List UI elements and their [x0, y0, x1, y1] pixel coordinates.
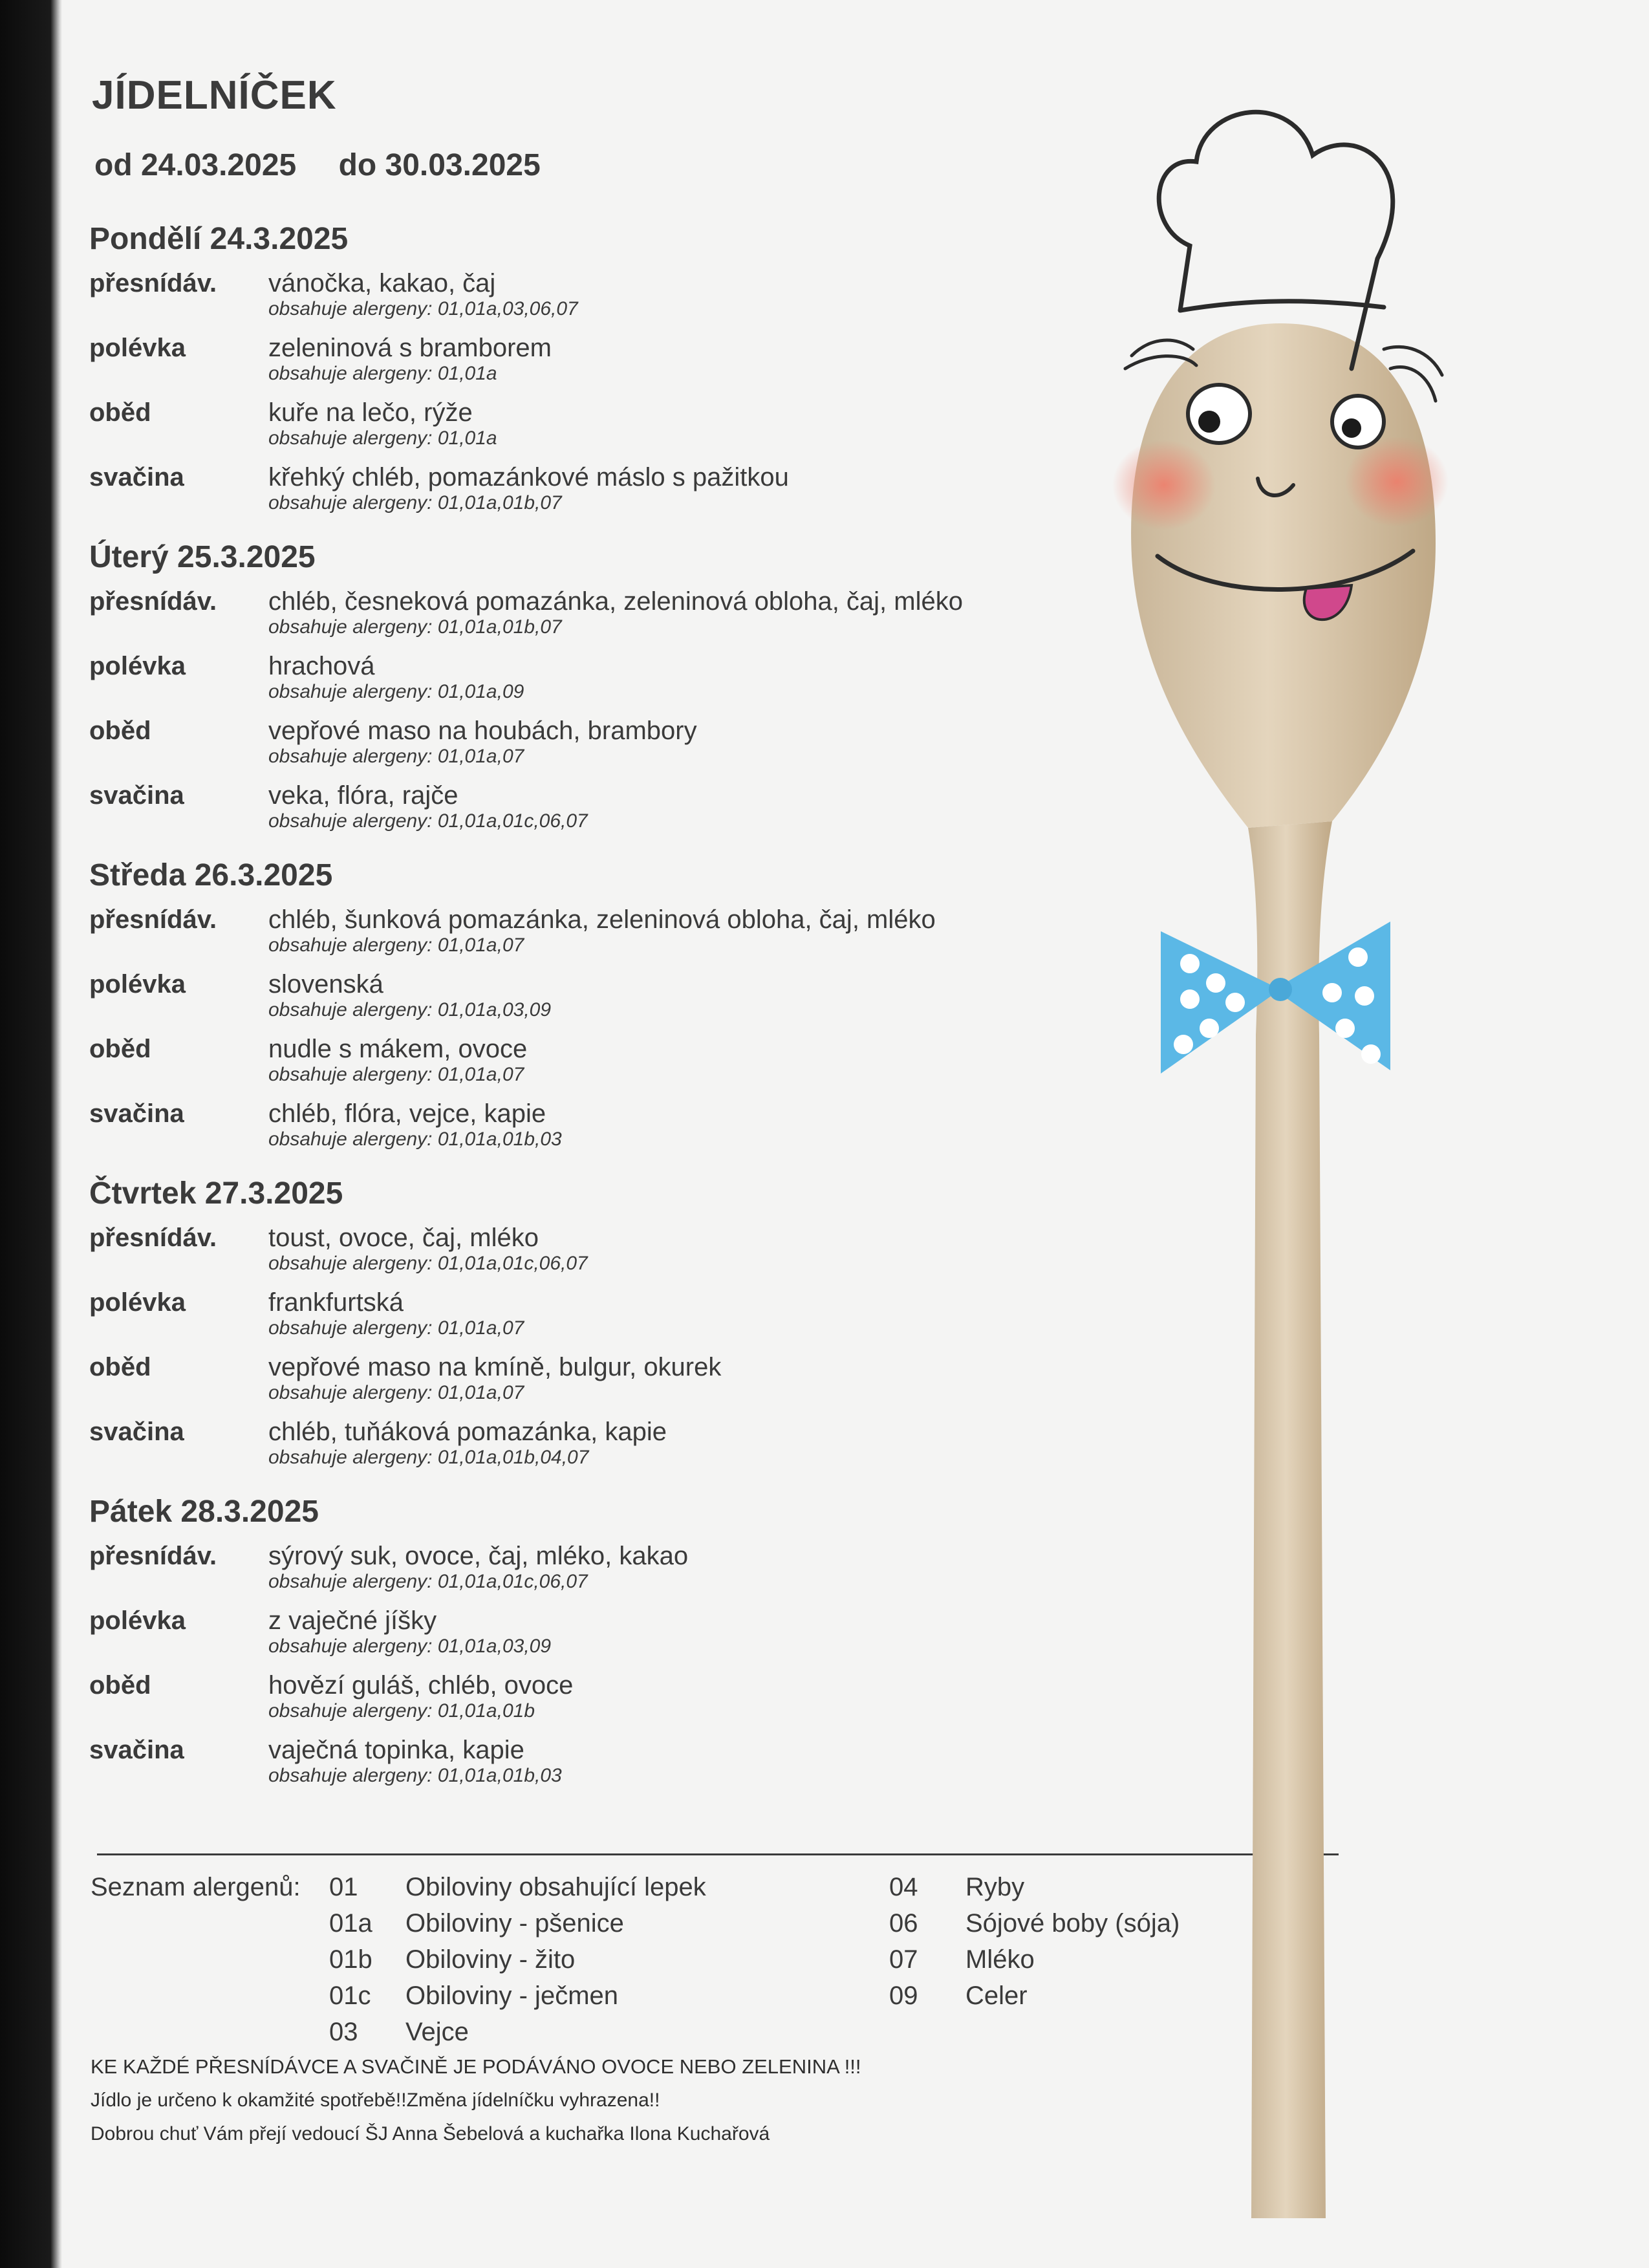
dish-name: hrachová [268, 652, 375, 680]
meal-label: svačina [89, 1736, 184, 1764]
meal-snack-afternoon [89, 1416, 1098, 1480]
day-title: Pondělí 24.3.2025 [89, 222, 349, 256]
dish-name: z vaječné jíšky [268, 1606, 437, 1635]
allergen-line: obsahuje alergeny: 01,01a,01b [268, 1700, 535, 1722]
allergen-line: obsahuje alergeny: 01,01a,09 [268, 681, 524, 702]
meal-label: přesnídáv. [89, 587, 217, 616]
meal-body [268, 904, 1098, 969]
allergen-code: 04 [889, 1873, 918, 1901]
allergen-line: obsahuje alergeny: 01,01a,03,09 [268, 999, 552, 1021]
meal-snack-morning [89, 1222, 1098, 1287]
meal-label: polévka [89, 970, 186, 999]
allergen-name: Obiloviny - žito [405, 1945, 576, 1974]
day-tuesday [89, 537, 1098, 843]
dish-name: kuře na lečo, rýže [268, 398, 473, 427]
dish-name: křehký chléb, pomazánkové máslo s pažitkou [268, 463, 789, 491]
meal-soup [89, 651, 1098, 715]
meal-body [268, 1605, 1098, 1670]
allergen-line: obsahuje alergeny: 01,01a,07 [268, 934, 524, 956]
meal-body [268, 1734, 1098, 1798]
allergen-line: obsahuje alergeny: 01,01a,07 [268, 1064, 524, 1085]
weekly-menu [89, 219, 1098, 1798]
meal-body [268, 715, 1098, 780]
allergen-item [329, 1869, 706, 1905]
meal-body [268, 1540, 1098, 1605]
meal-snack-morning [89, 1540, 1098, 1605]
allergen-line: obsahuje alergeny: 01,01a,07 [268, 1317, 524, 1339]
allergen-code: 01c [329, 1982, 371, 2010]
dish-name: vepřové maso na kmíně, bulgur, okurek [268, 1353, 722, 1381]
meal-label: přesnídáv. [89, 905, 217, 934]
meal-lunch [89, 1033, 1098, 1098]
meal-label: oběd [89, 1035, 151, 1063]
meal-lunch [89, 397, 1098, 462]
meal-label: oběd [89, 1671, 151, 1700]
consumption-note: Jídlo je určeno k okamžité spotřebě!!Změna jídelníčku vyhrazena!! [91, 2090, 660, 2111]
dish-name: hovězí guláš, chléb, ovoce [268, 1671, 574, 1700]
meal-label: svačina [89, 1099, 184, 1128]
allergen-code: 01 [329, 1873, 358, 1901]
meal-snack-afternoon [89, 1098, 1098, 1161]
dish-name: vánočka, kakao, čaj [268, 269, 496, 297]
meal-body [268, 1098, 1098, 1161]
meal-lunch [89, 1670, 1098, 1734]
meal-lunch [89, 715, 1098, 780]
spoon-bowl [1131, 323, 1436, 828]
day-monday [89, 219, 1098, 525]
dish-name: chléb, česneková pomazánka, zeleninová obloha, čaj, mléko [268, 587, 963, 616]
left-eye-icon [1188, 385, 1250, 443]
allergen-item [889, 1978, 1028, 2014]
meal-label: přesnídáv. [89, 1542, 217, 1570]
date-range [94, 147, 574, 183]
day-title: Pátek 28.3.2025 [89, 1495, 319, 1529]
allergen-item [329, 2014, 469, 2050]
allergen-line: obsahuje alergeny: 01,01a,01c,06,07 [268, 1253, 588, 1274]
allergen-code: 01b [329, 1945, 372, 1974]
allergen-line: obsahuje alergeny: 01,01a,01b,03 [268, 1129, 562, 1150]
dish-name: frankfurtská [268, 1288, 404, 1317]
footer-notes [91, 2050, 861, 2151]
meal-body [268, 1287, 1098, 1352]
meal-body [268, 462, 1098, 525]
day-title: Čtvrtek 27.3.2025 [89, 1176, 343, 1211]
day-wednesday [89, 855, 1098, 1161]
dish-name: zeleninová s bramborem [268, 334, 552, 362]
meal-label: oběd [89, 1353, 151, 1381]
meal-body [268, 1352, 1098, 1416]
fruit-note: KE KAŽDÉ PŘESNÍDÁVCE A SVAČINĚ JE PODÁVÁNO OVOCE NEBO ZELENINA !!! [91, 2055, 861, 2078]
dish-name: toust, ovoce, čaj, mléko [268, 1224, 539, 1252]
meal-label: přesnídáv. [89, 1224, 217, 1252]
meal-label: oběd [89, 717, 151, 745]
meal-snack-morning [89, 586, 1098, 651]
meal-body [268, 1670, 1098, 1734]
allergen-name: Vejce [405, 2018, 469, 2046]
allergen-name: Sójové boby (sója) [965, 1909, 1180, 1938]
allergen-line: obsahuje alergeny: 01,01a,01c,06,07 [268, 810, 588, 832]
meal-body [268, 268, 1098, 332]
allergen-line: obsahuje alergeny: 01,01a,01b,07 [268, 616, 562, 638]
allergen-name: Obiloviny - ječmen [405, 1982, 619, 2010]
meal-body [268, 1222, 1098, 1287]
allergen-line: obsahuje alergeny: 01,01a,01b,03 [268, 1765, 562, 1786]
allergen-line: obsahuje alergeny: 01,01a,01c,06,07 [268, 1571, 588, 1592]
dish-name: chléb, šunková pomazánka, zeleninová obloha, čaj, mléko [268, 905, 936, 934]
scan-edge [0, 0, 62, 2268]
allergen-item [889, 1869, 1024, 1905]
meal-body [268, 1416, 1098, 1480]
allergen-code: 09 [889, 1982, 918, 2010]
allergen-name: Mléko [965, 1945, 1035, 1974]
meal-label: svačina [89, 1418, 184, 1446]
meal-label: oběd [89, 398, 151, 427]
dish-name: sýrový suk, ovoce, čaj, mléko, kakao [268, 1542, 689, 1570]
dish-name: veka, flóra, rajče [268, 781, 458, 810]
meal-label: svačina [89, 463, 184, 491]
allergen-code: 06 [889, 1909, 918, 1938]
dish-name: chléb, tuňáková pomazánka, kapie [268, 1418, 667, 1446]
allergen-code: 01a [329, 1909, 372, 1938]
day-title: Úterý 25.3.2025 [89, 540, 316, 574]
dish-name: vaječná topinka, kapie [268, 1736, 524, 1764]
meal-body [268, 1033, 1098, 1098]
meal-label: přesnídáv. [89, 269, 217, 297]
meal-label: polévka [89, 652, 186, 680]
meal-soup [89, 969, 1098, 1033]
allergen-name: Celer [965, 1982, 1028, 2010]
meal-body [268, 651, 1098, 715]
left-cheek [1112, 440, 1216, 530]
chef-spoon-illustration [1086, 65, 1487, 2225]
meal-body [268, 332, 1098, 397]
allergen-line: obsahuje alergeny: 01,01a [268, 427, 497, 449]
dish-name: vepřové maso na houbách, brambory [268, 717, 697, 745]
allergen-code: 03 [329, 2018, 358, 2046]
meal-soup [89, 332, 1098, 397]
meal-snack-morning [89, 904, 1098, 969]
meal-lunch [89, 1352, 1098, 1416]
meal-snack-afternoon [89, 780, 1098, 843]
meal-label: polévka [89, 1288, 186, 1317]
allergen-name: Obiloviny - pšenice [405, 1909, 624, 1938]
allergen-name: Obiloviny obsahující lepek [405, 1873, 706, 1901]
allergen-line: obsahuje alergeny: 01,01a,03,06,07 [268, 298, 578, 319]
meal-snack-afternoon [89, 1734, 1098, 1798]
meal-body [268, 969, 1098, 1033]
date-to: do 30.03.2025 [338, 148, 541, 182]
meal-soup [89, 1605, 1098, 1670]
meal-label: svačina [89, 781, 184, 810]
meal-body [268, 397, 1098, 462]
allergen-line: obsahuje alergeny: 01,01a,01b,04,07 [268, 1447, 589, 1468]
allergen-line: obsahuje alergeny: 01,01a,07 [268, 746, 524, 767]
day-thursday [89, 1173, 1098, 1480]
dish-name: nudle s mákem, ovoce [268, 1035, 528, 1063]
page-title: JÍDELNÍČEK [92, 73, 337, 118]
right-cheek [1345, 437, 1449, 527]
spoon-handle [1248, 821, 1332, 2218]
allergen-line: obsahuje alergeny: 01,01a [268, 363, 497, 384]
allergen-item [889, 1941, 1035, 1978]
allergen-code: 07 [889, 1945, 918, 1974]
allergen-line: obsahuje alergeny: 01,01a,01b,07 [268, 492, 562, 513]
dish-name: chléb, flóra, vejce, kapie [268, 1099, 546, 1128]
allergen-item [329, 1978, 618, 2014]
meal-label: polévka [89, 1606, 186, 1635]
meal-body [268, 780, 1098, 843]
meal-soup [89, 1287, 1098, 1352]
meal-snack-afternoon [89, 462, 1098, 525]
allergen-item [329, 1905, 624, 1941]
greeting-note: Dobrou chuť Vám přejí vedoucí ŠJ Anna Šebelová a kuchařka Ilona Kuchařová [91, 2123, 770, 2144]
day-title: Středa 26.3.2025 [89, 858, 333, 892]
meal-label: polévka [89, 334, 186, 362]
date-from: od 24.03.2025 [94, 148, 297, 182]
meal-body [268, 586, 1098, 651]
meal-snack-morning [89, 268, 1098, 332]
dish-name: slovenská [268, 970, 383, 999]
allergen-item [329, 1941, 575, 1978]
allergen-line: obsahuje alergeny: 01,01a,07 [268, 1382, 524, 1403]
allergen-line: obsahuje alergeny: 01,01a,03,09 [268, 1636, 552, 1657]
allergen-name: Ryby [965, 1873, 1025, 1901]
allergen-legend-title: Seznam alergenů: [91, 1873, 301, 1901]
day-friday [89, 1491, 1098, 1798]
